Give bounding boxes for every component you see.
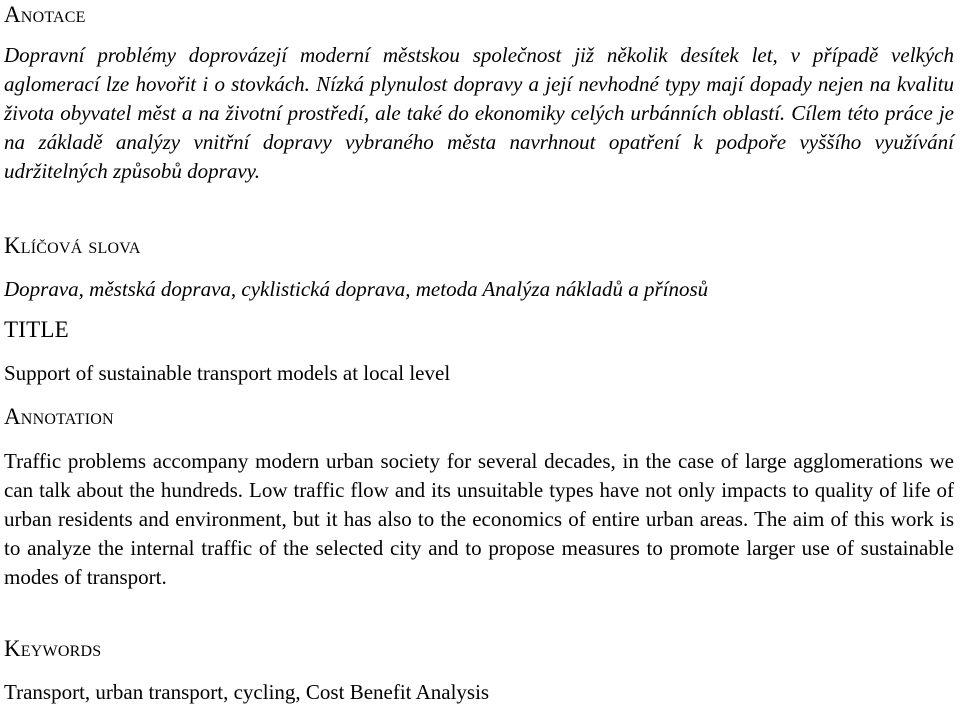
english-keywords-text: Transport, urban transport, cycling, Cost Benefit Analysis: [4, 680, 490, 704]
english-annotation-text: Traffic problems accompany modern urban society for several decades, in the case of large agglomerations we can talk about the hundreds. Low traffic flow and its unsuitable types have not only impacts to quality of life of urban residents and environment, but it has also to the economics of entire urban areas. The aim of this work is to analyze the internal traffic of the selected city and to propose measures to promote larger use of sustainable modes of transport.: [4, 449, 954, 589]
czech-annotation-heading: Anotace: [4, 2, 86, 27]
czech-annotation-text: Dopravní problémy doprovázejí moderní městskou společnost již několik desítek let, v případě velkých aglomerací lze hovořit i o stovkách. Nízká plynulost dopravy a její nevhodné typy mají dopady nejen na kvalitu života obyvatel měst a na životní prostředí, ale také do ekonomiky celých urbánních oblastí. Cílem této práce je na základě analýzy vnitřní dopravy vybraného města navrhnout opatření k podpoře vyššího využívání udržitelných způsobů dopravy.: [4, 43, 954, 183]
czech-keywords-heading: Klíčová slova: [4, 233, 141, 258]
english-keywords-heading: Keywords: [4, 636, 102, 661]
english-title-heading: TITLE: [4, 317, 69, 342]
english-title-text: Support of sustainable transport models at local level: [4, 361, 451, 385]
english-annotation-heading: Annotation: [4, 404, 114, 429]
czech-keywords-text: Doprava, městská doprava, cyklistická doprava, metoda Analýza nákladů a přínosů: [4, 277, 709, 301]
